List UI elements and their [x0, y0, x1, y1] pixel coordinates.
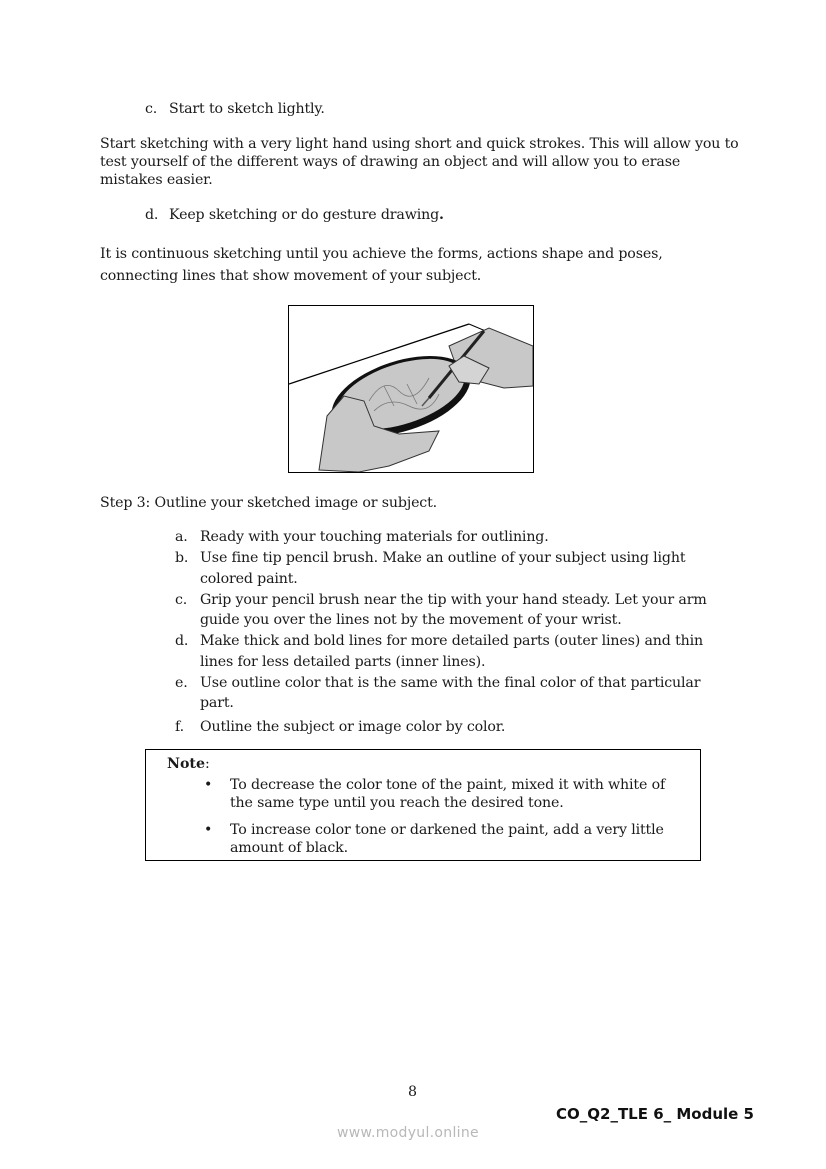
note-colon: : [205, 756, 210, 772]
step3-item-b [175, 548, 735, 589]
step3-heading: Step 3: Outline your sketched image or subject. [100, 495, 438, 511]
module-code: CO_Q2_TLE 6_ Module 5 [556, 1105, 754, 1123]
note-box [145, 749, 701, 861]
step-d-title-period: . [439, 207, 444, 223]
sketching-illustration [288, 305, 534, 473]
note-item [204, 821, 684, 857]
note-list [204, 776, 684, 866]
step3-item-d [175, 631, 735, 672]
list-marker: e. [175, 674, 188, 691]
note-title [167, 756, 210, 772]
step-c-body: Start sketching with a very light hand using short and quick strokes. This will allow you to test yourself of the different ways of drawing an object and will allow you to erase mistakes easier. [100, 136, 739, 189]
list-marker: f. [175, 718, 184, 735]
watermark: www.modyul.online [337, 1125, 479, 1141]
bullet-icon: • [204, 822, 213, 838]
step-c-title: Start to sketch lightly. [169, 101, 325, 117]
note-title-text: Note [167, 756, 206, 772]
note-item-text: To decrease the color tone of the paint, mixed it with white of the same type until you reach the desired tone. [230, 777, 666, 811]
step-d-heading [145, 206, 444, 224]
step-c-marker: c. [145, 101, 158, 117]
list-marker: b. [175, 550, 189, 566]
step3-item-f [175, 717, 735, 738]
step3-item-a [175, 527, 735, 548]
sketching-hands-image [289, 306, 533, 472]
step-d-body: It is continuous sketching until you achieve the forms, actions shape and poses, connecting lines that show movement of your subject. [100, 246, 663, 284]
step-d-title: Keep sketching or do gesture drawing [169, 207, 440, 223]
step3-list [175, 527, 735, 738]
bullet-icon: • [204, 777, 213, 793]
list-text: Grip your pencil brush near the tip with your hand steady. Let your arm guide you over the lines not by the movement of your wrist. [200, 591, 707, 628]
list-marker: c. [175, 591, 188, 608]
note-item [204, 776, 684, 812]
list-marker: a. [175, 529, 188, 545]
step-c-heading [145, 100, 325, 118]
list-marker: d. [175, 633, 189, 649]
step3-item-e [175, 673, 735, 714]
step3-item-c [175, 590, 735, 631]
list-text: Use outline color that is the same with the final color of that particular part. [200, 674, 701, 711]
note-item-text: To increase color tone or darkened the paint, add a very little amount of black. [230, 822, 664, 856]
list-text: Use fine tip pencil brush. Make an outline of your subject using light colored paint. [200, 550, 686, 587]
step-d-marker: d. [145, 207, 159, 223]
list-text: Ready with your touching materials for outlining. [200, 529, 549, 545]
list-text: Outline the subject or image color by color. [200, 718, 506, 735]
page-number: 8 [408, 1084, 418, 1100]
list-text: Make thick and bold lines for more detailed parts (outer lines) and thin lines for less detailed parts (inner lines). [200, 633, 703, 670]
